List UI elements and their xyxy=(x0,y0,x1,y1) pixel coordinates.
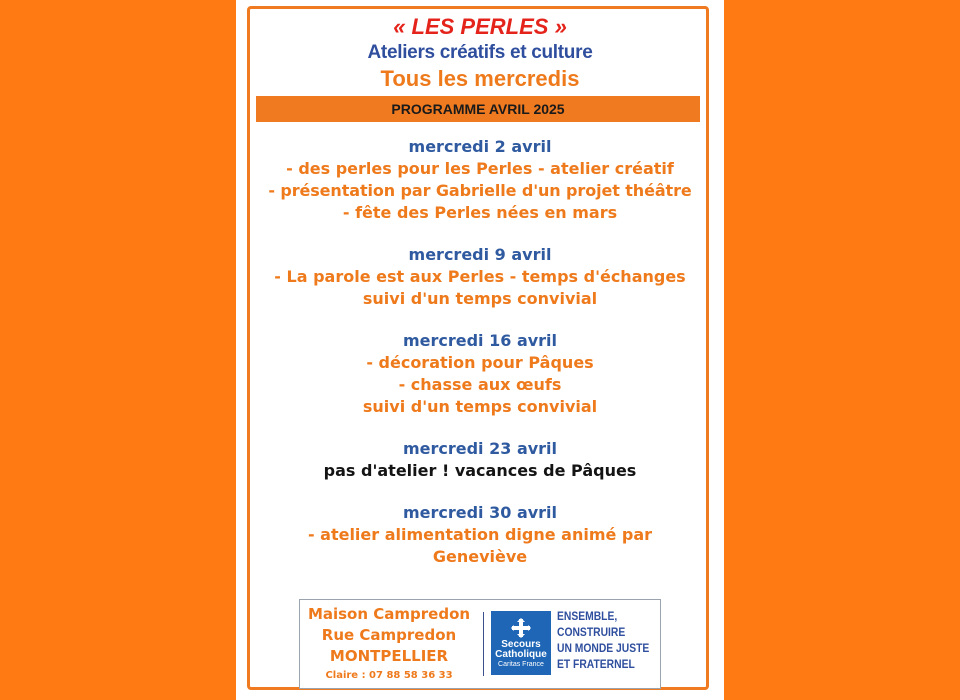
flyer xyxy=(236,0,724,700)
venue-address xyxy=(300,604,478,683)
logo-line: Caritas France xyxy=(498,661,544,668)
footer-box xyxy=(299,599,661,689)
event-item xyxy=(236,330,724,418)
program-banner: PROGRAMME AVRIL 2025 xyxy=(256,96,700,122)
slogan-line: UN MONDE JUSTE xyxy=(557,641,650,655)
event-date: mercredi 2 avril xyxy=(408,137,552,156)
event-date: mercredi 16 avril xyxy=(402,331,558,350)
flyer-tagline: Tous les mercredis xyxy=(380,66,580,91)
event-line: suivi d'un temps convivial xyxy=(362,397,598,416)
event-line: pas d'atelier ! vacances de Pâques xyxy=(323,461,637,480)
logo-line: Catholique xyxy=(495,649,547,660)
flyer-subtitle: Ateliers créatifs et culture xyxy=(367,42,593,63)
event-line: - présentation par Gabrielle d'un projet théâtre xyxy=(268,181,692,200)
slogan-line: CONSTRUIRE xyxy=(557,625,626,639)
event-line: suivi d'un temps convivial xyxy=(362,289,598,308)
slogan-line: ENSEMBLE, xyxy=(557,609,618,623)
slogan-line: ET FRATERNEL xyxy=(557,657,635,671)
venue-name: Maison Campredon xyxy=(307,605,471,623)
flyer-title: « LES PERLES » xyxy=(393,14,567,39)
event-item xyxy=(236,502,724,568)
secours-catholique-logo xyxy=(491,611,551,675)
event-line: - des perles pour les Perles - atelier créatif xyxy=(286,159,674,178)
event-date: mercredi 30 avril xyxy=(402,503,558,522)
venue-city: MONTPELLIER xyxy=(329,647,449,665)
event-item xyxy=(236,136,724,224)
event-list xyxy=(236,136,724,588)
event-line: Geneviève xyxy=(432,547,528,566)
secours-catholique-cross-icon xyxy=(508,617,534,639)
venue-street: Rue Campredon xyxy=(321,626,457,644)
event-date: mercredi 23 avril xyxy=(402,439,558,458)
event-item xyxy=(236,438,724,482)
event-line: - chasse aux œufs xyxy=(398,375,562,394)
event-line: - atelier alimentation digne animé par xyxy=(307,525,653,544)
event-date: mercredi 9 avril xyxy=(408,245,552,264)
logo-line: Secours xyxy=(501,639,541,650)
event-line: - fête des Perles nées en mars xyxy=(342,203,618,222)
slogan xyxy=(557,608,650,672)
event-line: - décoration pour Pâques xyxy=(366,353,594,372)
event-item xyxy=(236,244,724,310)
event-line: - La parole est aux Perles - temps d'échanges xyxy=(274,267,686,286)
contact-phone: Claire : 07 88 58 36 33 xyxy=(325,670,453,681)
footer-divider xyxy=(483,612,484,676)
